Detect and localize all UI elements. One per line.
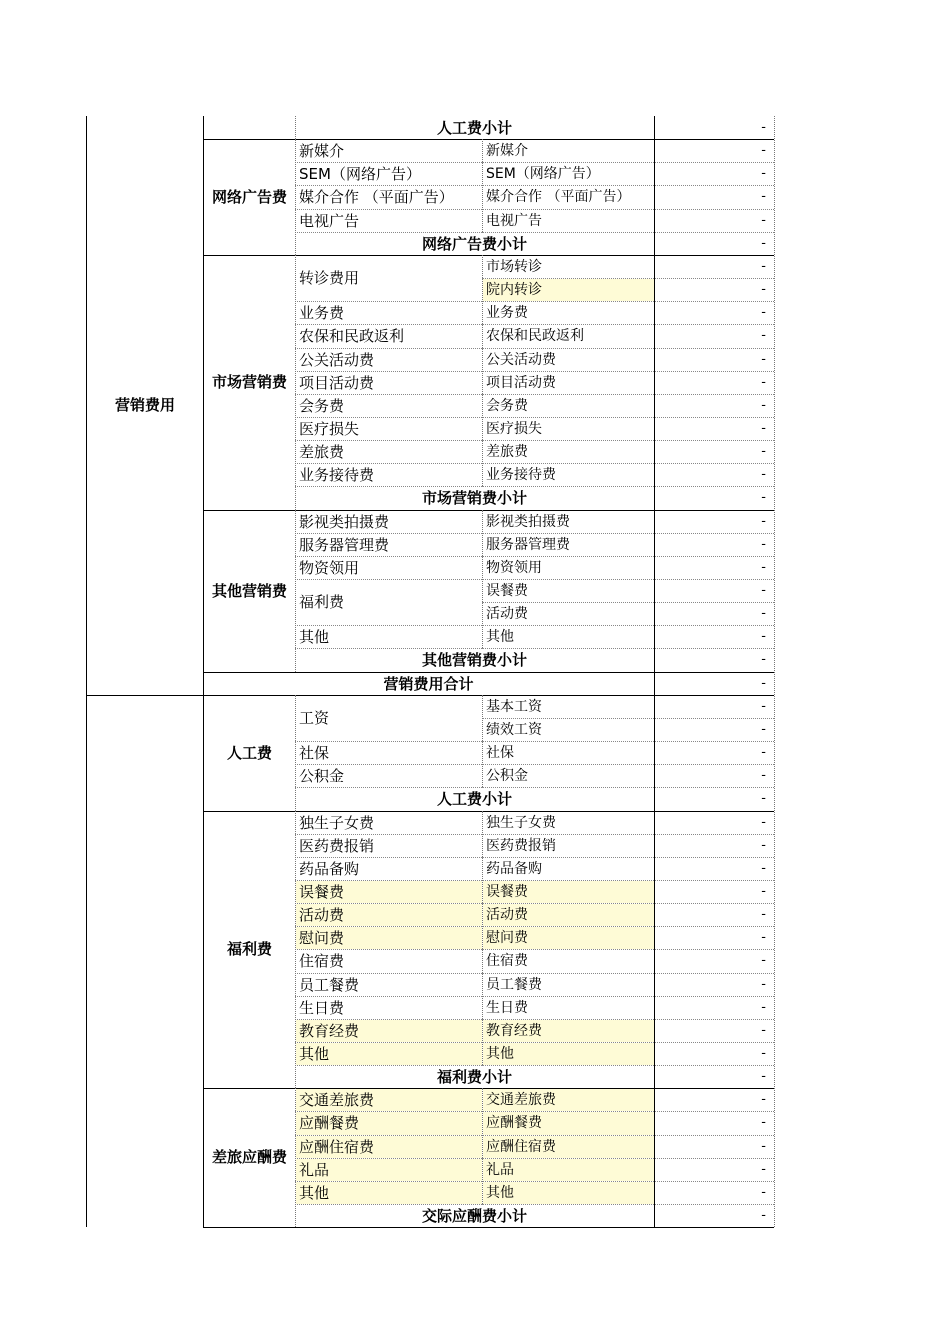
detail-label: 教育经费 — [483, 1020, 654, 1042]
detail-label: 农保和民政返利 — [486, 328, 584, 344]
detail-label: 媒介合作 （平面广告） — [486, 189, 631, 205]
amount-column-border — [654, 116, 655, 1227]
amount-cell: - — [761, 606, 766, 621]
item-label: 公积金 — [299, 767, 345, 785]
amount-cell: - — [761, 259, 766, 274]
detail-label: 基本工资 — [486, 699, 542, 715]
item-label: 交通差旅费 — [296, 1089, 482, 1111]
subtotal-label: 其他营销费小计 — [421, 651, 527, 669]
item-label: 慰问费 — [296, 927, 482, 949]
detail-label: 住宿费 — [486, 953, 528, 969]
item-label: 会务费 — [299, 397, 345, 415]
detail-label: 项目活动费 — [486, 375, 556, 391]
item-label: 影视类拍摄费 — [299, 513, 390, 531]
group-label: 差旅应酬费 — [211, 1148, 287, 1166]
subtotal-label: 网络广告费小计 — [421, 235, 527, 253]
item-label: 独生子女费 — [299, 814, 375, 832]
amount-cell: - — [761, 166, 766, 181]
detail-label: 药品备购 — [486, 861, 542, 877]
item-label: 媒介合作 （平面广告） — [299, 188, 454, 206]
item-label: 差旅费 — [299, 443, 345, 461]
item-label: 物资领用 — [299, 559, 360, 577]
detail-label: 差旅费 — [486, 444, 528, 460]
section-label — [87, 695, 203, 1227]
subtotal-label: 人工费小计 — [436, 119, 512, 137]
item-label: 员工餐费 — [299, 976, 360, 994]
group-label: 网络广告费 — [211, 188, 287, 206]
detail-label: 社保 — [486, 745, 514, 761]
group-column-border — [203, 116, 204, 1227]
section-column-border — [86, 116, 87, 1227]
item-label: 其他 — [296, 1043, 482, 1065]
column-divider — [295, 695, 296, 811]
column-divider — [482, 139, 483, 232]
column-divider — [295, 1088, 296, 1227]
section-label: 营销费用 — [114, 396, 175, 414]
detail-label: 活动费 — [483, 904, 654, 926]
group-label: 福利费 — [226, 940, 272, 958]
column-divider — [295, 255, 296, 510]
amount-cell: - — [761, 537, 766, 552]
detail-label: 应酬餐费 — [483, 1112, 654, 1135]
detail-label: 误餐费 — [483, 881, 654, 903]
item-label: 业务费 — [299, 304, 345, 322]
amount-cell: - — [761, 977, 766, 992]
amount-cell: - — [761, 768, 766, 783]
amount-cell: - — [761, 1185, 766, 1200]
subtotal-amount: - — [761, 1208, 766, 1223]
subtotal-amount: - — [761, 652, 766, 667]
amount-cell: - — [761, 467, 766, 482]
amount-cell: - — [761, 1162, 766, 1177]
group-label: 其他营销费 — [211, 582, 287, 600]
amount-cell: - — [761, 745, 766, 760]
detail-label: 医药费报销 — [486, 838, 556, 854]
detail-label: SEM（网络广告） — [486, 166, 600, 182]
detail-label: 公关活动费 — [486, 352, 556, 368]
item-label: 医药费报销 — [299, 837, 375, 855]
item-label: SEM（网络广告） — [299, 165, 421, 183]
detail-label: 业务费 — [486, 305, 528, 321]
amount-cell: - — [761, 444, 766, 459]
amount-cell: - — [761, 514, 766, 529]
amount-cell: - — [761, 838, 766, 853]
item-label: 公关活动费 — [299, 351, 375, 369]
item-label: 农保和民政返利 — [299, 327, 405, 345]
group-label: 人工费 — [226, 744, 272, 762]
amount-cell: - — [761, 398, 766, 413]
detail-label: 交通差旅费 — [483, 1089, 654, 1111]
detail-label: 市场转诊 — [486, 259, 542, 275]
item-label: 转诊费用 — [299, 269, 360, 287]
detail-label: 会务费 — [486, 398, 528, 414]
group-label: 市场营销费 — [211, 373, 287, 391]
item-label: 工资 — [299, 709, 330, 727]
detail-label: 慰问费 — [483, 927, 654, 949]
detail-label: 其他 — [486, 629, 514, 645]
column-divider — [482, 1088, 483, 1204]
amount-cell: - — [761, 861, 766, 876]
amount-cell: - — [761, 583, 766, 598]
detail-label: 电视广告 — [486, 213, 542, 229]
group-label — [204, 116, 295, 139]
detail-label: 新媒介 — [486, 143, 528, 159]
item-label: 教育经费 — [296, 1020, 482, 1042]
item-label: 福利费 — [299, 593, 345, 611]
detail-label: 礼品 — [483, 1159, 654, 1181]
section-total-amount: - — [761, 676, 766, 691]
item-label: 应酬住宿费 — [296, 1136, 482, 1158]
amount-cell: - — [761, 1000, 766, 1015]
subtotal-amount: - — [761, 236, 766, 251]
column-divider — [295, 510, 296, 672]
amount-cell: - — [761, 907, 766, 922]
item-label: 活动费 — [296, 904, 482, 926]
amount-cell: - — [761, 282, 766, 297]
item-label: 住宿费 — [299, 952, 345, 970]
amount-cell: - — [761, 815, 766, 830]
subtotal-label: 福利费小计 — [436, 1068, 512, 1086]
detail-label: 应酬住宿费 — [483, 1136, 654, 1158]
item-label: 生日费 — [299, 999, 345, 1017]
item-label: 新媒介 — [299, 142, 345, 160]
item-label: 药品备购 — [299, 860, 360, 878]
subtotal-amount: - — [761, 490, 766, 505]
subtotal-label: 交际应酬费小计 — [421, 1207, 527, 1225]
detail-label: 绩效工资 — [486, 722, 542, 738]
column-divider — [482, 695, 483, 787]
amount-cell: - — [761, 884, 766, 899]
detail-label: 服务器管理费 — [486, 537, 570, 553]
subtotal-label: 人工费小计 — [436, 790, 512, 808]
item-label: 医疗损失 — [299, 420, 360, 438]
detail-label: 公积金 — [486, 768, 528, 784]
column-divider — [295, 116, 296, 139]
amount-cell: - — [761, 305, 766, 320]
amount-cell: - — [761, 930, 766, 945]
detail-label: 独生子女费 — [486, 815, 556, 831]
item-label: 其他 — [296, 1182, 482, 1204]
item-label: 社保 — [299, 744, 330, 762]
amount-cell: - — [761, 1092, 766, 1107]
amount-cell: - — [761, 699, 766, 714]
item-label: 业务接待费 — [299, 466, 375, 484]
item-label: 礼品 — [296, 1159, 482, 1181]
amount-cell: - — [761, 143, 766, 158]
subtotal-amount: - — [761, 120, 766, 135]
subtotal-label: 市场营销费小计 — [421, 489, 527, 507]
amount-cell: - — [761, 629, 766, 644]
detail-label: 医疗损失 — [486, 421, 542, 437]
group-divider — [203, 1227, 774, 1228]
detail-label: 其他 — [483, 1182, 654, 1204]
amount-cell: - — [761, 560, 766, 575]
amount-cell: - — [761, 1023, 766, 1038]
detail-label: 生日费 — [486, 1000, 528, 1016]
amount-cell: - — [761, 375, 766, 390]
item-label: 误餐费 — [296, 881, 482, 903]
column-divider — [482, 510, 483, 648]
detail-label: 活动费 — [486, 606, 528, 622]
column-divider — [482, 811, 483, 1065]
amount-cell: - — [761, 189, 766, 204]
detail-label: 业务接待费 — [486, 467, 556, 483]
amount-cell: - — [761, 1046, 766, 1061]
amount-cell: - — [761, 328, 766, 343]
item-label: 其他 — [299, 628, 330, 646]
amount-cell: - — [761, 352, 766, 367]
item-label: 项目活动费 — [299, 374, 375, 392]
detail-label: 误餐费 — [486, 583, 528, 599]
amount-cell: - — [761, 1115, 766, 1130]
detail-label: 其他 — [483, 1043, 654, 1065]
amount-cell: - — [761, 953, 766, 968]
column-divider — [482, 255, 483, 486]
subtotal-amount: - — [761, 1069, 766, 1084]
detail-label: 物资领用 — [486, 560, 542, 576]
item-label: 电视广告 — [299, 212, 360, 230]
amount-cell: - — [761, 1139, 766, 1154]
amount-cell: - — [761, 421, 766, 436]
detail-label: 院内转诊 — [483, 279, 654, 301]
amount-cell: - — [761, 722, 766, 737]
item-label: 服务器管理费 — [299, 536, 390, 554]
subtotal-amount: - — [761, 791, 766, 806]
column-divider — [295, 811, 296, 1088]
right-border — [774, 116, 775, 1227]
item-label: 应酬餐费 — [296, 1112, 482, 1135]
amount-cell: - — [761, 213, 766, 228]
detail-label: 员工餐费 — [486, 977, 542, 993]
section-total-label: 营销费用合计 — [383, 675, 474, 693]
detail-label: 影视类拍摄费 — [486, 514, 570, 530]
column-divider — [295, 139, 296, 255]
